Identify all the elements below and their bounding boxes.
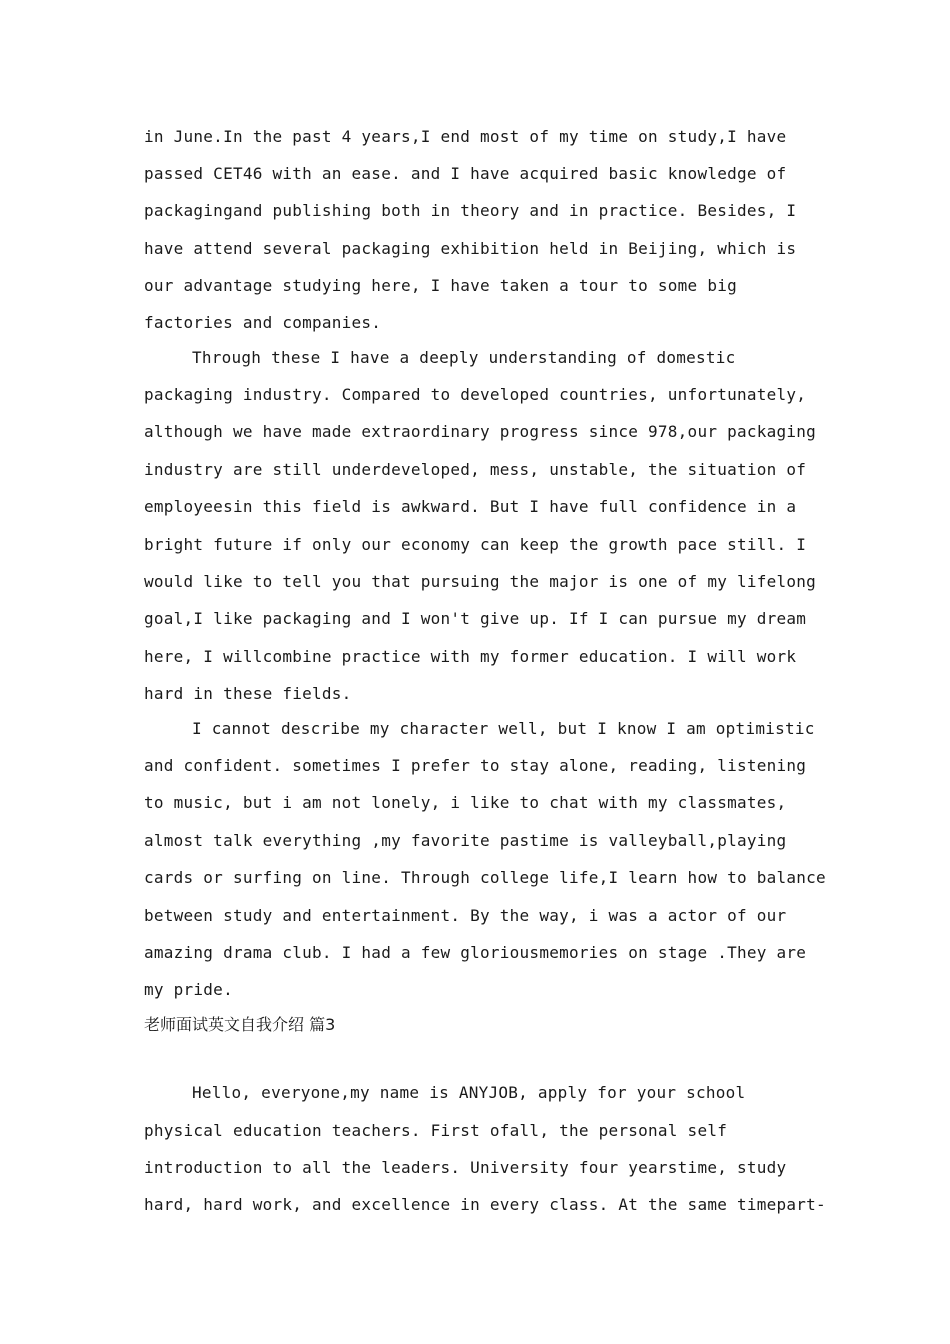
paragraph-3-line-2: and confident. sometimes I prefer to stay alone, reading, listening xyxy=(144,756,807,775)
paragraph-2-line-5: employeesin this field is awkward. But I have full confidence in a xyxy=(144,497,797,516)
final-paragraph-line-4: hard, hard work, and excellence in every class. At the same timepart- xyxy=(144,1195,826,1214)
paragraph-2-line-1: Through these I have a deeply understanding of domestic xyxy=(192,348,736,367)
paragraph-2-line-3: although we have made extraordinary progress since 978,our packaging xyxy=(144,422,817,441)
section-heading: 老师面试英文自我介绍 篇3 xyxy=(144,1015,336,1034)
final-paragraph-line-3: introduction to all the leaders. University four yearstime, study xyxy=(144,1158,787,1177)
paragraph-1-line-1: in June.In the past 4 years,I end most of my time on study,I have xyxy=(144,127,787,146)
final-paragraph-line-2: physical education teachers. First ofall, the personal self xyxy=(144,1121,728,1140)
paragraph-2-line-9: here, I willcombine practice with my former education. I will work xyxy=(144,647,797,666)
paragraph-3-line-4: almost talk everything ,my favorite pastime is valleyball,playing xyxy=(144,831,787,850)
paragraph-1-line-4: have attend several packaging exhibition held in Beijing, which is xyxy=(144,239,797,258)
paragraph-2-line-4: industry are still underdeveloped, mess, unstable, the situation of xyxy=(144,460,807,479)
paragraph-3-line-3: to music, but i am not lonely, i like to chat with my classmates, xyxy=(144,793,787,812)
paragraph-2-line-6: bright future if only our economy can keep the growth pace still. I xyxy=(144,535,807,554)
paragraph-1-line-5: our advantage studying here, I have taken a tour to some big xyxy=(144,276,737,295)
paragraph-2-line-10: hard in these fields. xyxy=(144,684,352,703)
paragraph-2-line-2: packaging industry. Compared to developed countries, unfortunately, xyxy=(144,385,807,404)
paragraph-3-line-7: amazing drama club. I had a few gloriousmemories on stage .They are xyxy=(144,943,807,962)
paragraph-2-line-7: would like to tell you that pursuing the major is one of my lifelong xyxy=(144,572,817,591)
paragraph-3-line-1: I cannot describe my character well, but I know I am optimistic xyxy=(192,719,815,738)
paragraph-1-line-6: factories and companies. xyxy=(144,313,382,332)
final-paragraph-line-1: Hello, everyone,my name is ANYJOB, apply for your school xyxy=(192,1083,746,1102)
paragraph-1-line-3: packagingand publishing both in theory and in practice. Besides, I xyxy=(144,201,797,220)
paragraph-3-line-5: cards or surfing on line. Through college life,I learn how to balance xyxy=(144,868,826,887)
paragraph-3-line-8: my pride. xyxy=(144,980,233,999)
paragraph-1-line-2: passed CET46 with an ease. and I have acquired basic knowledge of xyxy=(144,164,787,183)
paragraph-3-line-6: between study and entertainment. By the way, i was a actor of our xyxy=(144,906,787,925)
paragraph-2-line-8: goal,I like packaging and I won't give up. If I can pursue my dream xyxy=(144,609,807,628)
